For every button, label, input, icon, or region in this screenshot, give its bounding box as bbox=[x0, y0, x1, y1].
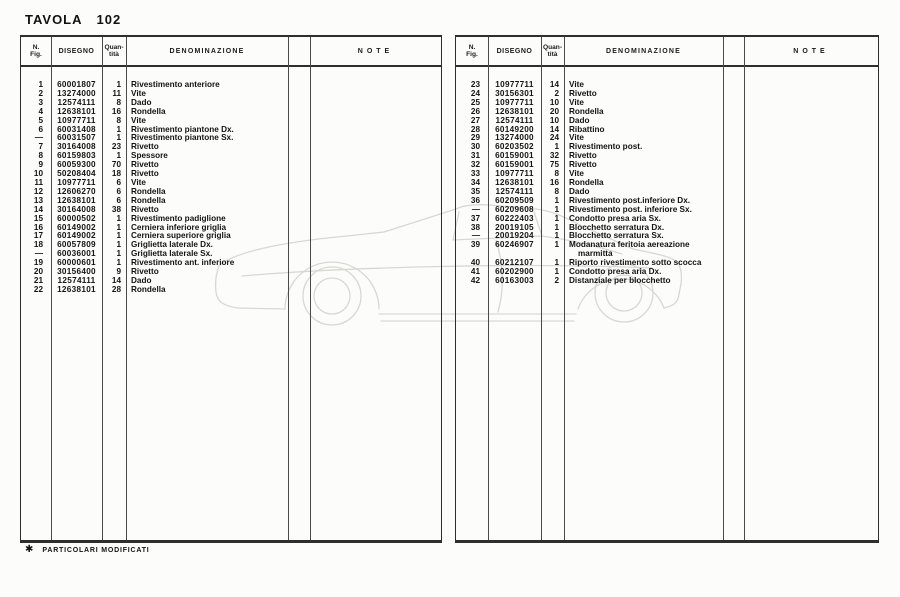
fig-cell: 32 bbox=[470, 160, 480, 170]
quantity-cell: 1 bbox=[116, 222, 121, 232]
quantity-cell: 1 bbox=[554, 240, 559, 250]
fig-cell: 24 bbox=[470, 88, 480, 98]
fig-cell: 3 bbox=[38, 97, 43, 107]
denomination-text: Rivetto bbox=[131, 142, 159, 152]
denomination-text: Riporto rivestimento sotto scocca bbox=[569, 258, 702, 268]
parts-table-left bbox=[20, 35, 442, 543]
quantity-cell: 28 bbox=[111, 284, 121, 294]
quantity-cell: 2 bbox=[554, 275, 559, 285]
denomination-text: Rivetto bbox=[569, 151, 597, 161]
disegno-cell: 50208404 bbox=[57, 169, 96, 179]
denomination-cell bbox=[564, 277, 723, 286]
fig-cell: 19 bbox=[33, 258, 43, 268]
column-divider bbox=[541, 37, 542, 540]
column-divider bbox=[744, 37, 745, 540]
denomination-text: Rivestimento padiglione bbox=[131, 213, 226, 223]
header-quantita: Quan- tità bbox=[542, 43, 563, 58]
denomination-text: Rivetto bbox=[569, 88, 597, 98]
denomination-text: Vite bbox=[569, 97, 584, 107]
disegno-cell: 60209509 bbox=[495, 195, 534, 205]
fig-cell: 13 bbox=[33, 195, 43, 205]
table-body bbox=[456, 67, 878, 286]
disegno-cell: 60057809 bbox=[57, 240, 96, 250]
disegno-cell: 60000601 bbox=[57, 258, 96, 268]
quantity-cell: 1 bbox=[116, 249, 121, 259]
header-note: NOTE bbox=[357, 47, 394, 55]
denomination-text: Cerniera inferiore griglia bbox=[131, 222, 227, 232]
quantity-cell: 8 bbox=[116, 115, 121, 125]
denomination-text: Rivestimento post. inferiore Sx. bbox=[569, 204, 692, 214]
quantity-cell: 1 bbox=[116, 240, 121, 250]
header-disegno: DISEGNO bbox=[496, 47, 533, 55]
quantity-cell: 14 bbox=[549, 80, 559, 89]
disegno-cell: 60163003 bbox=[495, 275, 534, 285]
fig-cell: 14 bbox=[33, 204, 43, 214]
disegno-cell: 10977711 bbox=[495, 97, 534, 107]
fig-cell: 35 bbox=[470, 186, 480, 196]
denomination-text: Rivetto bbox=[569, 160, 597, 170]
disegno-cell: 10977711 bbox=[495, 80, 534, 89]
fig-cell: 21 bbox=[33, 275, 43, 285]
denomination-text: Dado bbox=[569, 186, 590, 196]
quantity-cell: 8 bbox=[554, 169, 559, 179]
table-row bbox=[456, 277, 878, 286]
disegno-cell: 30156301 bbox=[495, 88, 534, 98]
quantity-cell: 2 bbox=[554, 88, 559, 98]
table-body bbox=[21, 67, 441, 295]
quantity-cell: 10 bbox=[549, 115, 559, 125]
tavola-number: 102 bbox=[96, 12, 122, 27]
quantity-cell: 1 bbox=[116, 124, 121, 134]
denomination-text: Vite bbox=[131, 88, 146, 98]
quantity-cell: 38 bbox=[111, 204, 121, 214]
header-denominazione: DENOMINAZIONE bbox=[169, 47, 245, 55]
fig-cell: 28 bbox=[470, 124, 480, 134]
quantity-cell: 20 bbox=[549, 106, 559, 116]
fig-cell: 4 bbox=[38, 106, 43, 116]
disegno-cell: 60036001 bbox=[57, 249, 96, 259]
denomination-text: Rivetto bbox=[131, 267, 159, 277]
quantity-cell: 6 bbox=[116, 186, 121, 196]
disegno-cell: 12574111 bbox=[57, 275, 96, 285]
denomination-text: Griglietta laterale Sx. bbox=[131, 249, 213, 259]
denomination-text: Rivestimento ant. inferiore bbox=[131, 258, 235, 268]
denomination-text: Ribattino bbox=[569, 124, 605, 134]
denomination-text: Rondella bbox=[131, 284, 166, 294]
fig-cell: 26 bbox=[470, 106, 480, 116]
disegno-cell: 12638101 bbox=[57, 284, 96, 294]
denomination-text: Rivestimento post. bbox=[569, 142, 643, 152]
fig-cell: 31 bbox=[470, 151, 480, 161]
denomination-cell bbox=[564, 126, 723, 135]
quantity-cell: 6 bbox=[116, 195, 121, 205]
disegno-cell: 60001807 bbox=[57, 80, 96, 89]
denomination-text: Rivestimento piantone Sx. bbox=[131, 133, 234, 143]
fig-cell: 16 bbox=[33, 222, 43, 232]
denomination-text: Rondella bbox=[569, 106, 604, 116]
denomination-text: Rivetto bbox=[131, 169, 159, 179]
disegno-cell: 60222403 bbox=[495, 213, 534, 223]
fig-cell: 9 bbox=[38, 160, 43, 170]
disegno-cell: 30164008 bbox=[57, 204, 96, 214]
denomination-cell bbox=[126, 108, 288, 117]
quantity-cell: 70 bbox=[111, 160, 121, 170]
column-divider bbox=[51, 37, 52, 540]
quantity-cell: 1 bbox=[554, 204, 559, 214]
fig-cell: 6 bbox=[38, 124, 43, 134]
quantity-cell: 1 bbox=[554, 213, 559, 223]
quantity-cell: 1 bbox=[554, 195, 559, 205]
denomination-text: Vite bbox=[131, 115, 146, 125]
quantity-cell: 6 bbox=[116, 177, 121, 187]
fig-cell: 10 bbox=[33, 169, 43, 179]
denomination-text: Rondella bbox=[131, 186, 166, 196]
header-quantita: Quan- tità bbox=[104, 43, 124, 58]
denomination-text: Rivestimento anteriore bbox=[131, 80, 220, 89]
header-fig: N. Fig. bbox=[30, 43, 42, 58]
fig-cell: — bbox=[471, 204, 480, 214]
disegno-cell: 13274000 bbox=[495, 133, 534, 143]
denomination-text: Vite bbox=[131, 177, 146, 187]
denomination-text: Rivetto bbox=[131, 160, 159, 170]
denomination-cell bbox=[564, 161, 723, 170]
disegno-cell: 60000502 bbox=[57, 213, 96, 223]
quantity-cell: 1 bbox=[554, 231, 559, 241]
parts-table-right bbox=[455, 35, 879, 543]
tavola-label: TAVOLA bbox=[25, 12, 83, 27]
fig-cell: 38 bbox=[470, 222, 480, 232]
header-fig: N. Fig. bbox=[466, 43, 478, 58]
fig-cell: 39 bbox=[470, 240, 480, 250]
disegno-cell: 60212107 bbox=[495, 258, 534, 268]
quantity-cell: 1 bbox=[116, 133, 121, 143]
column-divider bbox=[564, 37, 565, 540]
disegno-cell: 12638101 bbox=[57, 106, 96, 116]
header-note: NOTE bbox=[793, 47, 829, 55]
denomination-cell bbox=[126, 286, 288, 295]
fig-cell: — bbox=[471, 231, 480, 241]
quantity-cell: 32 bbox=[549, 151, 559, 161]
disegno-cell: 60159001 bbox=[495, 151, 534, 161]
quantity-cell: 16 bbox=[111, 106, 121, 116]
disegno-cell: 10977711 bbox=[495, 169, 534, 179]
fig-cell: 30 bbox=[470, 142, 480, 152]
fig-cell: 12 bbox=[33, 186, 43, 196]
fig-cell: 27 bbox=[470, 115, 480, 125]
table-header bbox=[21, 37, 441, 67]
quantity-cell: 14 bbox=[111, 275, 121, 285]
quantity-cell: 1 bbox=[554, 142, 559, 152]
quantity-cell: 1 bbox=[116, 213, 121, 223]
denomination-cell bbox=[126, 81, 288, 90]
disegno-cell: 12638101 bbox=[57, 195, 96, 205]
disegno-cell: 60159803 bbox=[57, 151, 96, 161]
asterisk-icon: ✱ bbox=[25, 544, 34, 555]
header-disegno: DISEGNO bbox=[58, 47, 95, 55]
denomination-text: Cerniera superiore griglia bbox=[131, 231, 231, 241]
quantity-cell: 1 bbox=[554, 267, 559, 277]
fig-cell: 18 bbox=[33, 240, 43, 250]
fig-cell: 41 bbox=[470, 267, 480, 277]
fig-cell: 17 bbox=[33, 231, 43, 241]
fig-cell: 33 bbox=[470, 169, 480, 179]
quantity-cell: 1 bbox=[116, 231, 121, 241]
denomination-text: Spessore bbox=[131, 151, 168, 161]
disegno-cell: 60149002 bbox=[57, 222, 96, 232]
quantity-cell: 9 bbox=[116, 267, 121, 277]
denomination-text: Blocchetto serratura Sx. bbox=[569, 231, 664, 241]
disegno-cell: 60059300 bbox=[57, 160, 96, 170]
quantity-cell: 23 bbox=[111, 142, 121, 152]
quantity-cell: 10 bbox=[549, 97, 559, 107]
denomination-cell bbox=[126, 170, 288, 179]
denomination-text: Condotto presa aria Dx. bbox=[569, 267, 662, 277]
disegno-cell: 60031408 bbox=[57, 124, 96, 134]
fig-cell: 15 bbox=[33, 213, 43, 223]
fig-cell: — bbox=[34, 249, 43, 259]
table-row bbox=[456, 241, 878, 259]
denomination-text: Dado bbox=[131, 97, 152, 107]
denomination-text: Griglietta laterale Dx. bbox=[131, 240, 213, 250]
fig-cell: 29 bbox=[470, 133, 480, 143]
fig-cell: 7 bbox=[38, 142, 43, 152]
disegno-cell: 30156400 bbox=[57, 267, 96, 277]
quantity-cell: 14 bbox=[549, 124, 559, 134]
fig-cell: 36 bbox=[470, 195, 480, 205]
column-divider bbox=[310, 37, 311, 540]
denomination-text: Vite bbox=[569, 169, 584, 179]
header-denominazione: DENOMINAZIONE bbox=[605, 47, 682, 55]
denomination-cell bbox=[564, 241, 723, 259]
fig-cell: 20 bbox=[33, 267, 43, 277]
denomination-text: Rondella bbox=[131, 195, 166, 205]
quantity-cell: 11 bbox=[112, 88, 121, 98]
quantity-cell: 16 bbox=[549, 177, 559, 187]
disegno-cell: 30164008 bbox=[57, 142, 96, 152]
disegno-cell: 12606270 bbox=[57, 186, 96, 196]
fig-cell: 37 bbox=[470, 213, 480, 223]
disegno-cell: 60031507 bbox=[57, 133, 96, 143]
denomination-text: Modanatura feritoia aereazione bbox=[569, 240, 690, 250]
fig-cell: — bbox=[34, 133, 43, 143]
denomination-text: Rivestimento piantone Dx. bbox=[131, 124, 234, 134]
quantity-cell: 8 bbox=[116, 97, 121, 107]
quantity-cell: 1 bbox=[554, 258, 559, 268]
denomination-cell bbox=[564, 90, 723, 99]
denomination-text: Rondella bbox=[569, 177, 604, 187]
denomination-text-continued: marmitta bbox=[578, 249, 613, 259]
disegno-cell: 12574111 bbox=[495, 186, 534, 196]
disegno-cell: 60149200 bbox=[495, 124, 534, 134]
column-divider bbox=[723, 37, 724, 540]
disegno-cell: 10977711 bbox=[57, 115, 96, 125]
disegno-cell: 12574111 bbox=[57, 97, 96, 107]
denomination-text: Distanziale per blocchetto bbox=[569, 275, 671, 285]
fig-cell: 42 bbox=[470, 275, 480, 285]
table-header bbox=[456, 37, 878, 67]
quantity-cell: 1 bbox=[116, 258, 121, 268]
fig-cell: 2 bbox=[38, 88, 43, 98]
disegno-cell: 12574111 bbox=[495, 115, 534, 125]
quantity-cell: 8 bbox=[554, 186, 559, 196]
disegno-cell: 60209608 bbox=[495, 204, 534, 214]
quantity-cell: 1 bbox=[554, 222, 559, 232]
footnote bbox=[25, 545, 150, 555]
page-title bbox=[25, 12, 121, 27]
column-divider bbox=[488, 37, 489, 540]
denomination-text: Rivetto bbox=[131, 204, 159, 214]
disegno-cell: 10977711 bbox=[57, 177, 96, 187]
denomination-text: Vite bbox=[569, 80, 584, 89]
disegno-cell: 12638101 bbox=[495, 106, 534, 116]
fig-cell: 23 bbox=[470, 80, 480, 89]
disegno-cell: 60202900 bbox=[495, 267, 534, 277]
fig-cell: 40 bbox=[470, 258, 480, 268]
disegno-cell: 13274000 bbox=[57, 88, 96, 98]
fig-cell: 34 bbox=[470, 177, 480, 187]
fig-cell: 25 bbox=[470, 97, 480, 107]
quantity-cell: 75 bbox=[549, 160, 559, 170]
footnote-text: PARTICOLARI MODIFICATI bbox=[42, 546, 150, 554]
fig-cell: 8 bbox=[38, 151, 43, 161]
disegno-cell: 60203502 bbox=[495, 142, 534, 152]
fig-cell: 11 bbox=[34, 177, 43, 187]
denomination-text: Blocchetto serratura Dx. bbox=[569, 222, 665, 232]
fig-cell: 5 bbox=[38, 115, 43, 125]
column-divider bbox=[126, 37, 127, 540]
quantity-cell: 1 bbox=[116, 151, 121, 161]
disegno-cell: 20019204 bbox=[495, 231, 534, 241]
denomination-text: Rivestimento post.inferiore Dx. bbox=[569, 195, 691, 205]
disegno-cell: 60149002 bbox=[57, 231, 96, 241]
denomination-text: Vite bbox=[569, 133, 584, 143]
denomination-text: Condotto presa aria Sx. bbox=[569, 213, 661, 223]
denomination-text: Dado bbox=[569, 115, 590, 125]
table-row bbox=[21, 286, 441, 295]
quantity-cell: 18 bbox=[111, 169, 121, 179]
quantity-cell: 24 bbox=[549, 133, 559, 143]
column-divider bbox=[288, 37, 289, 540]
disegno-cell: 60159001 bbox=[495, 160, 534, 170]
fig-cell: 1 bbox=[38, 80, 43, 89]
disegno-cell: 60246907 bbox=[495, 240, 534, 250]
denomination-text: Rondella bbox=[131, 106, 166, 116]
denomination-text: Dado bbox=[131, 275, 152, 285]
disegno-cell: 12638101 bbox=[495, 177, 534, 187]
fig-cell: 22 bbox=[33, 284, 43, 294]
column-divider bbox=[102, 37, 103, 540]
quantity-cell: 1 bbox=[116, 80, 121, 89]
disegno-cell: 20019105 bbox=[495, 222, 534, 232]
